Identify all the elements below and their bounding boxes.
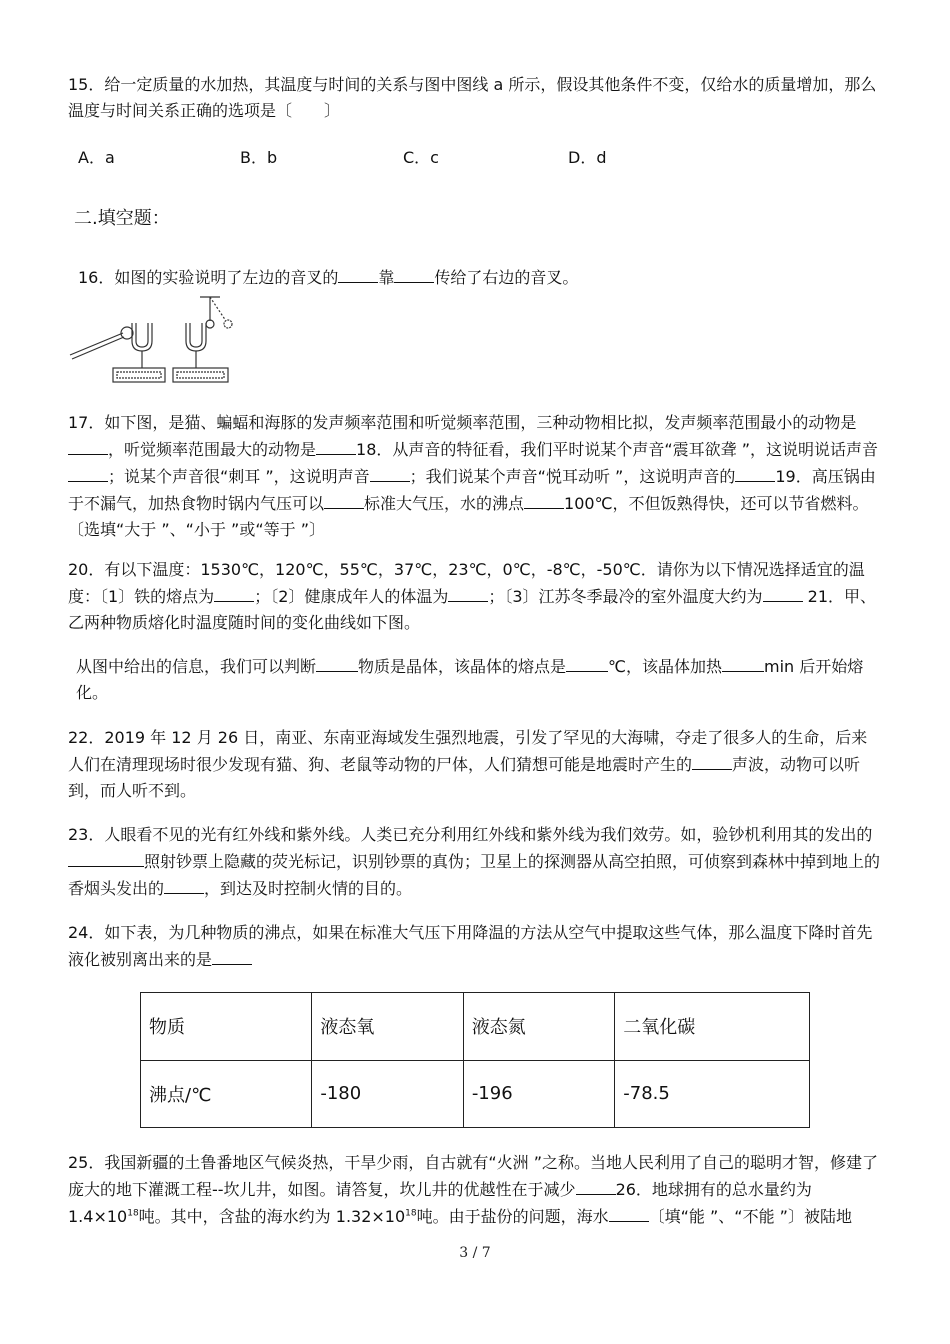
question-22: 22．2019 年 12 月 26 日，南亚、东南亚海域发生强烈地震，引发了罕见的大海啸，夺走了很多人的生命，后来人们在清理现场时很少发现有猫、狗、老鼠等动物的尸体，人们猜想可能是地震时产生的 声波，动物可以听到，而人听不到。: [68, 728, 868, 800]
answer-blank[interactable]: [524, 490, 564, 509]
answer-blank[interactable]: [316, 436, 356, 455]
question-16: 16．如图的实验说明了左边的音叉的 靠 传给了右边的音叉。: [78, 264, 893, 291]
answer-blank[interactable]: [164, 875, 204, 894]
answer-blank[interactable]: [370, 463, 410, 482]
option-c: C．c: [403, 148, 439, 167]
option-b: B．b: [240, 148, 278, 167]
answer-blank[interactable]: [214, 583, 254, 602]
answer-blank[interactable]: [692, 751, 732, 770]
option-d: D．d: [568, 148, 607, 167]
table-cell: 沸点/℃: [141, 1060, 312, 1128]
answer-blank[interactable]: [763, 583, 803, 602]
table-row: [141, 993, 810, 1061]
answer-blank[interactable]: [576, 1176, 616, 1195]
question-17-19: 17．如下图，是猫、蝙蝠和海豚的发声频率范围和听觉频率范围，三种动物相比拟，发声频率范围最小的动物是，听觉频率范围最大的动物是 18．从声音的特征看，我们平时说某个声音“震耳欲聋 ”，这说明说话声音；说某个声音很“刺耳 ”，这说明声音 ；我们说某个声音“悦耳动听 ”，这说明声音的 19．高压锅由于不漏气，加热食物时锅内气压可以 标准大气压，水的沸点 100℃，不但饭熟得快，还可以节省燃料。〔选填“大于 ”、“小于 ”或“等于 ”〕: [68, 413, 879, 539]
answer-blank[interactable]: [212, 946, 252, 965]
page-number: 3 / 7: [459, 1245, 491, 1261]
answer-blank[interactable]: [68, 436, 108, 455]
answer-blank[interactable]: [68, 463, 108, 482]
table-cell: 物质: [141, 993, 312, 1061]
answer-blank[interactable]: [338, 264, 378, 283]
answer-blank[interactable]: [609, 1203, 649, 1222]
answer-blank[interactable]: [566, 653, 608, 672]
table-row: [141, 1060, 810, 1128]
question-24: 24．如下表，为几种物质的沸点，如果在标准大气压下用降温的方法从空气中提取这些气体，那么温度下降时首先液化被别离出来的是: [68, 923, 873, 969]
table-cell: 液态氮: [463, 993, 614, 1061]
section-heading: 二.填空题：: [74, 208, 170, 229]
answer-blank[interactable]: [324, 490, 364, 509]
question-25-26: 25．我国新疆的土鲁番地区气候炎热，干旱少雨，自古就有“火洲 ”之称。当地人民利用了自己的聪明才智，修建了庞大的地下灌溉工程--坎儿井，如图。请答复，坎儿井的优越性在于减少 26．地球拥有的总水量约为 $1.4\times 10^{18}$吨。其中，含盐的海水约为 $1.32\times 10^{18}$吨。由于盐份的问题，海水 〔填“能 ”、“不能 ”〕被陆地: [68, 1153, 879, 1226]
answer-blank[interactable]: [394, 264, 434, 283]
mallet-handle: [70, 333, 123, 355]
table-cell: 二氧化碳: [615, 993, 810, 1061]
option-a: A．a: [78, 148, 115, 167]
answer-blank[interactable]: [316, 653, 358, 672]
question-20-21: 20．有以下温度：1530℃，120℃，55℃，37℃，23℃，0℃，-8℃，-50℃．请你为以下情况选择适宜的温度：〔1〕铁的熔点为 ；〔2〕健康成年人的体温为 ；〔3〕江苏冬季最冷的室外温度大约为 21．甲、乙两种物质熔化时温度随时间的变化曲线如下图。: [68, 560, 877, 632]
pendulum-ball: [206, 320, 214, 328]
table-cell: -196: [463, 1060, 614, 1128]
question-21-text: 从图中给出的信息，我们可以判断 物质是晶体，该晶体的熔点是 ℃，该晶体加热 min 后开始熔化。: [76, 653, 891, 706]
answer-blank[interactable]: [735, 463, 775, 482]
table-cell: 液态氧: [312, 993, 463, 1061]
answer-blank[interactable]: [68, 848, 144, 867]
question-23: 23．人眼看不见的光有红外线和紫外线。人类已充分利用红外线和紫外线为我们效劳。如，验钞机利用其的发出的照射钞票上隐藏的荧光标记，识别钞票的真伪；卫星上的探测器从高空拍照，可侦察到森林中掉到地上的香烟头发出的 ，到达及时控制火情的目的。: [68, 825, 881, 898]
question-15: 15．给一定质量的水加热，其温度与时间的关系与图中图线 a 所示，假设其他条件不变，仅给水的质量增加，那么温度与时间关系正确的选项是〔 〕: [68, 75, 877, 120]
answer-blank[interactable]: [722, 653, 764, 672]
table-cell: -78.5: [615, 1060, 810, 1128]
table-cell: -180: [312, 1060, 463, 1128]
answer-blank[interactable]: [448, 583, 488, 602]
boiling-point-table: [140, 992, 810, 1128]
tuning-fork-figure: [68, 293, 243, 388]
